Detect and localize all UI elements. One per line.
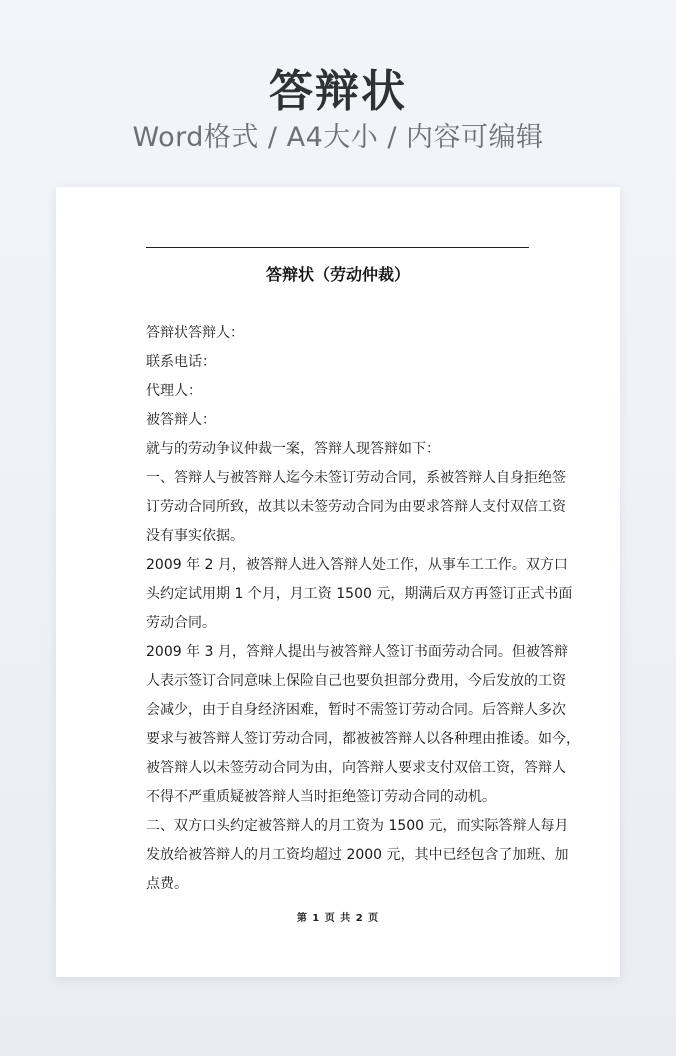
- header-banner: [0, 0, 676, 180]
- document-line: 订劳动合同所致，故其以未签劳动合同为由要求答辩人支付双倍工资: [146, 499, 566, 515]
- document-line: 二、双方口头约定被答辩人的月工资为 1500 元，而实际答辩人每月: [146, 818, 569, 834]
- document-line: 人表示签订合同意味上保险自己也要负担部分费用，今后发放的工资: [146, 673, 566, 689]
- document-line: 点费。: [146, 876, 188, 892]
- header-rule-divider: [146, 247, 529, 248]
- document-line: 代理人：: [146, 383, 202, 399]
- document-line: 一、答辩人与被答辩人迄今未签订劳动合同，系被答辩人自身拒绝签: [146, 470, 566, 486]
- page-title: 答辩状: [269, 66, 407, 117]
- document-line: 发放给被答辩人的月工资均超过 2000 元，其中已经包含了加班、加: [146, 847, 569, 863]
- document-page: [56, 187, 620, 977]
- document-line: 不得不严重质疑被答辩人当时拒绝签订劳动合同的动机。: [146, 789, 496, 805]
- document-title: 答辩状（劳动仲裁）: [265, 265, 410, 284]
- document-line: 2009 年 2 月，被答辩人进入答辩人处工作，从事车工工作。双方口: [146, 557, 568, 573]
- document-line: 被答辩人以未签劳动合同为由，向答辩人要求支付双倍工资，答辩人: [146, 760, 566, 776]
- document-line: 头约定试用期 1 个月，月工资 1500 元，期满后双方再签订正式书面: [146, 586, 573, 602]
- document-line: 被答辩人：: [146, 412, 216, 428]
- document-body: [146, 319, 580, 899]
- document-line: 没有事实依据。: [146, 528, 244, 544]
- page-subtitle: Word格式 / A4大小 / 内容可编辑: [132, 122, 544, 153]
- document-line: 会减少，由于自身经济困难，暂时不需签订劳动合同。后答辩人多次: [146, 702, 566, 718]
- document-line: 就与的劳动争议仲裁一案，答辩人现答辩如下：: [146, 441, 440, 457]
- document-line: 要求与被答辩人签订劳动合同，都被被答辩人以各种理由推诿。如今，: [146, 731, 580, 747]
- document-line: 联系电话：: [146, 354, 216, 370]
- document-line: 答辩状答辩人：: [146, 325, 244, 341]
- page-number: 第 1 页 共 2 页: [296, 913, 380, 924]
- document-line: 2009 年 3 月，答辩人提出与被答辩人签订书面劳动合同。但被答辩: [146, 644, 568, 660]
- document-line: 劳动合同。: [146, 615, 216, 631]
